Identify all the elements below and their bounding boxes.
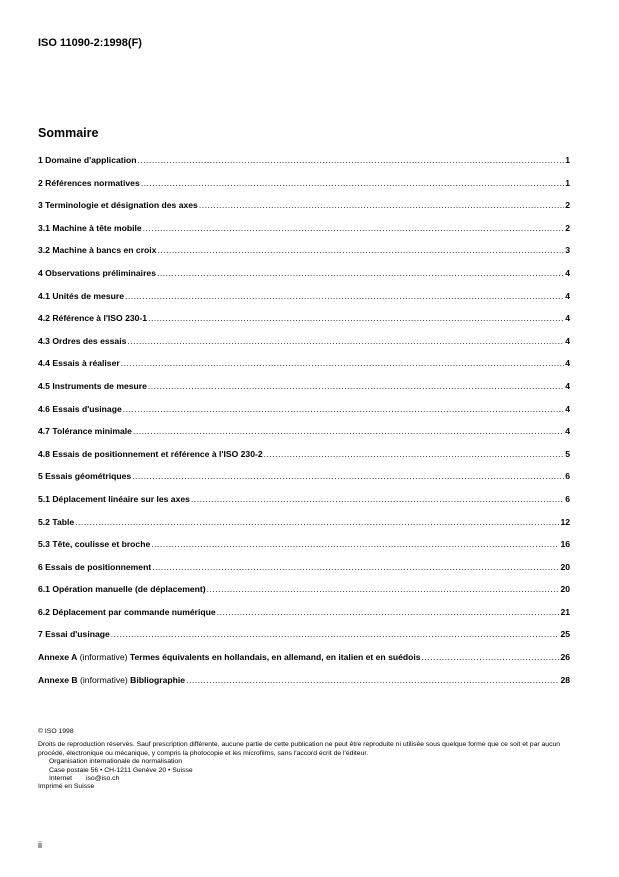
toc-entry-page: 1 <box>565 155 570 165</box>
toc-entry-label: 3 Terminologie et désignation des axes <box>38 200 198 211</box>
toc-entry-label <box>38 652 421 662</box>
toc-entry[interactable] <box>38 562 570 585</box>
dot-leader <box>133 426 564 436</box>
toc-entry[interactable] <box>38 517 570 540</box>
dot-leader <box>264 449 565 459</box>
toc-entry[interactable] <box>38 471 570 494</box>
dot-leader <box>199 200 564 210</box>
internet-line <box>38 775 583 783</box>
toc-entry-page: 26 <box>560 652 570 663</box>
annex-prefix: Annexe A <box>38 652 78 663</box>
toc-entry-page: 25 <box>560 629 570 640</box>
toc-entry-page: 5 <box>565 448 570 459</box>
dot-leader <box>157 245 564 255</box>
dot-leader <box>151 539 559 549</box>
toc-entry-label: 4.7 Tolérance minimale <box>38 426 132 437</box>
internet-label: Internet <box>49 775 73 783</box>
annex-note: (informative) <box>77 652 130 663</box>
dot-leader <box>207 584 560 594</box>
toc-entry-label: 5.3 Tête, coulisse et broche <box>38 539 151 550</box>
toc-entry[interactable] <box>38 584 570 607</box>
toc-entry-label: 5.2 Table <box>38 516 75 527</box>
dot-leader <box>138 155 565 165</box>
toc-entry-label: 2 Références normatives <box>38 177 140 188</box>
toc-entry[interactable] <box>38 336 570 359</box>
toc-entry[interactable] <box>38 155 570 178</box>
toc-entry-label: 6.1 Opération manuelle (de déplacement) <box>38 584 206 595</box>
postal-address: Case postale 56 • CH-1211 Genève 20 • Suisse <box>49 766 193 774</box>
toc-entry-page: 4 <box>565 426 570 437</box>
toc-entry-label: 3.2 Machine à bancs en croix <box>38 245 157 256</box>
toc-entry-label: 5.1 Déplacement linéaire sur les axes <box>38 493 190 504</box>
dot-leader <box>148 381 564 391</box>
toc-entry-label: 4.6 Essais d'usinage <box>38 403 122 414</box>
annex-title: Bibliographie <box>130 674 186 685</box>
toc-entry-page: 4 <box>565 267 570 278</box>
toc-entry[interactable] <box>38 178 570 201</box>
toc-entry-label: 4.2 Référence à l'ISO 230-1 <box>38 313 148 324</box>
toc-entry[interactable] <box>38 426 570 449</box>
toc-entry-annex-b[interactable] <box>38 675 570 698</box>
toc-entry-label: 4.1 Unités de mesure <box>38 290 124 301</box>
toc-entry-label: 3.1 Machine à tête mobile <box>38 222 142 233</box>
toc-entry[interactable] <box>38 268 570 291</box>
email-address: iso@iso.ch <box>86 775 120 783</box>
toc-entry[interactable] <box>38 539 570 562</box>
page-number: ii <box>38 840 42 850</box>
toc-entry-label: 4.5 Instruments de mesure <box>38 380 147 391</box>
toc-entry[interactable] <box>38 358 570 381</box>
toc-entry-page: 6 <box>565 493 570 504</box>
toc-entry[interactable] <box>38 381 570 404</box>
dot-leader <box>141 178 564 188</box>
toc-entry-page: 4 <box>565 358 570 369</box>
dot-leader <box>191 494 564 504</box>
toc-entry-label <box>38 675 185 685</box>
dot-leader <box>121 358 565 368</box>
toc-entry-page: 21 <box>560 606 570 617</box>
toc-entry-page: 4 <box>565 380 570 391</box>
document-id: ISO 11090-2:1998(F) <box>38 37 142 49</box>
toc-entry-label: 4.3 Ordres des essais <box>38 335 127 346</box>
toc-entry-label: 6.2 Déplacement par commande numérique <box>38 606 216 617</box>
toc-entry[interactable] <box>38 607 570 630</box>
dot-leader <box>132 471 564 481</box>
printed-in: Imprimé en Suisse <box>38 783 95 791</box>
annex-prefix: Annexe B <box>38 674 78 685</box>
toc-entry-page: 16 <box>560 539 570 550</box>
toc-entry-page: 20 <box>560 561 570 572</box>
table-of-contents <box>38 155 570 697</box>
toc-entry-annex-a[interactable] <box>38 652 570 675</box>
toc-entry-page: 4 <box>565 313 570 324</box>
annex-note: (informative) <box>77 674 131 685</box>
toc-entry-page: 4 <box>565 290 570 301</box>
toc-entry-page: 12 <box>560 516 570 527</box>
toc-entry-label: 1 Domaine d'application <box>38 155 137 165</box>
copyright-line: © ISO 1998 <box>38 728 74 735</box>
toc-entry[interactable] <box>38 223 570 246</box>
toc-entry-page: 2 <box>565 200 570 211</box>
toc-entry-label: 4.4 Essais à réaliser <box>38 358 120 369</box>
copyright-footer <box>38 728 583 792</box>
toc-entry-page: 4 <box>565 335 570 346</box>
toc-entry[interactable] <box>38 404 570 427</box>
rights-notice: Droits de reproduction réservés. Sauf prescription différente, aucune partie de cette publication ne peut être reproduite ni utilisée sous quelque forme que ce soit et par aucun procédé, électronique ou mécanique, y compris la photocopie et les microfilms, sans l'accord écrit de l'éditeur. <box>38 741 561 757</box>
toc-entry-label: 7 Essai d'usinage <box>38 629 110 640</box>
toc-entry[interactable] <box>38 245 570 268</box>
toc-entry-label: 4 Observations préliminaires <box>38 267 156 278</box>
toc-title: Sommaire <box>38 126 99 140</box>
dot-leader <box>75 517 559 527</box>
toc-entry-page: 3 <box>565 245 570 256</box>
toc-entry[interactable] <box>38 449 570 472</box>
dot-leader <box>111 629 560 639</box>
toc-entry-page: 20 <box>560 584 570 595</box>
toc-entry-page: 28 <box>560 674 570 685</box>
dot-leader <box>157 268 564 278</box>
dot-leader <box>123 404 564 414</box>
toc-entry[interactable] <box>38 200 570 223</box>
annex-title: Termes équivalents en hollandais, en allemand, en italien et en suédois <box>129 652 421 663</box>
dot-leader <box>422 652 560 662</box>
toc-entry-label: 6 Essais de positionnement <box>38 561 152 572</box>
dot-leader <box>143 223 565 233</box>
toc-entry-page: 1 <box>565 177 570 188</box>
toc-entry-label: 4.8 Essais de positionnement et référence à l'ISO 230-2 <box>38 448 263 459</box>
toc-entry[interactable] <box>38 313 570 336</box>
dot-leader <box>127 336 564 346</box>
toc-entry[interactable] <box>38 494 570 517</box>
organization-name: Organisation internationale de normalisation <box>49 758 182 766</box>
toc-entry[interactable] <box>38 629 570 652</box>
toc-entry-page: 2 <box>565 222 570 233</box>
dot-leader <box>186 675 559 685</box>
dot-leader <box>125 291 564 301</box>
toc-entry-label: 5 Essais géométriques <box>38 471 132 482</box>
dot-leader <box>152 562 559 572</box>
dot-leader <box>217 607 560 617</box>
toc-entry-page: 4 <box>565 403 570 414</box>
toc-entry[interactable] <box>38 291 570 314</box>
dot-leader <box>148 313 564 323</box>
toc-entry-page: 6 <box>565 471 570 482</box>
